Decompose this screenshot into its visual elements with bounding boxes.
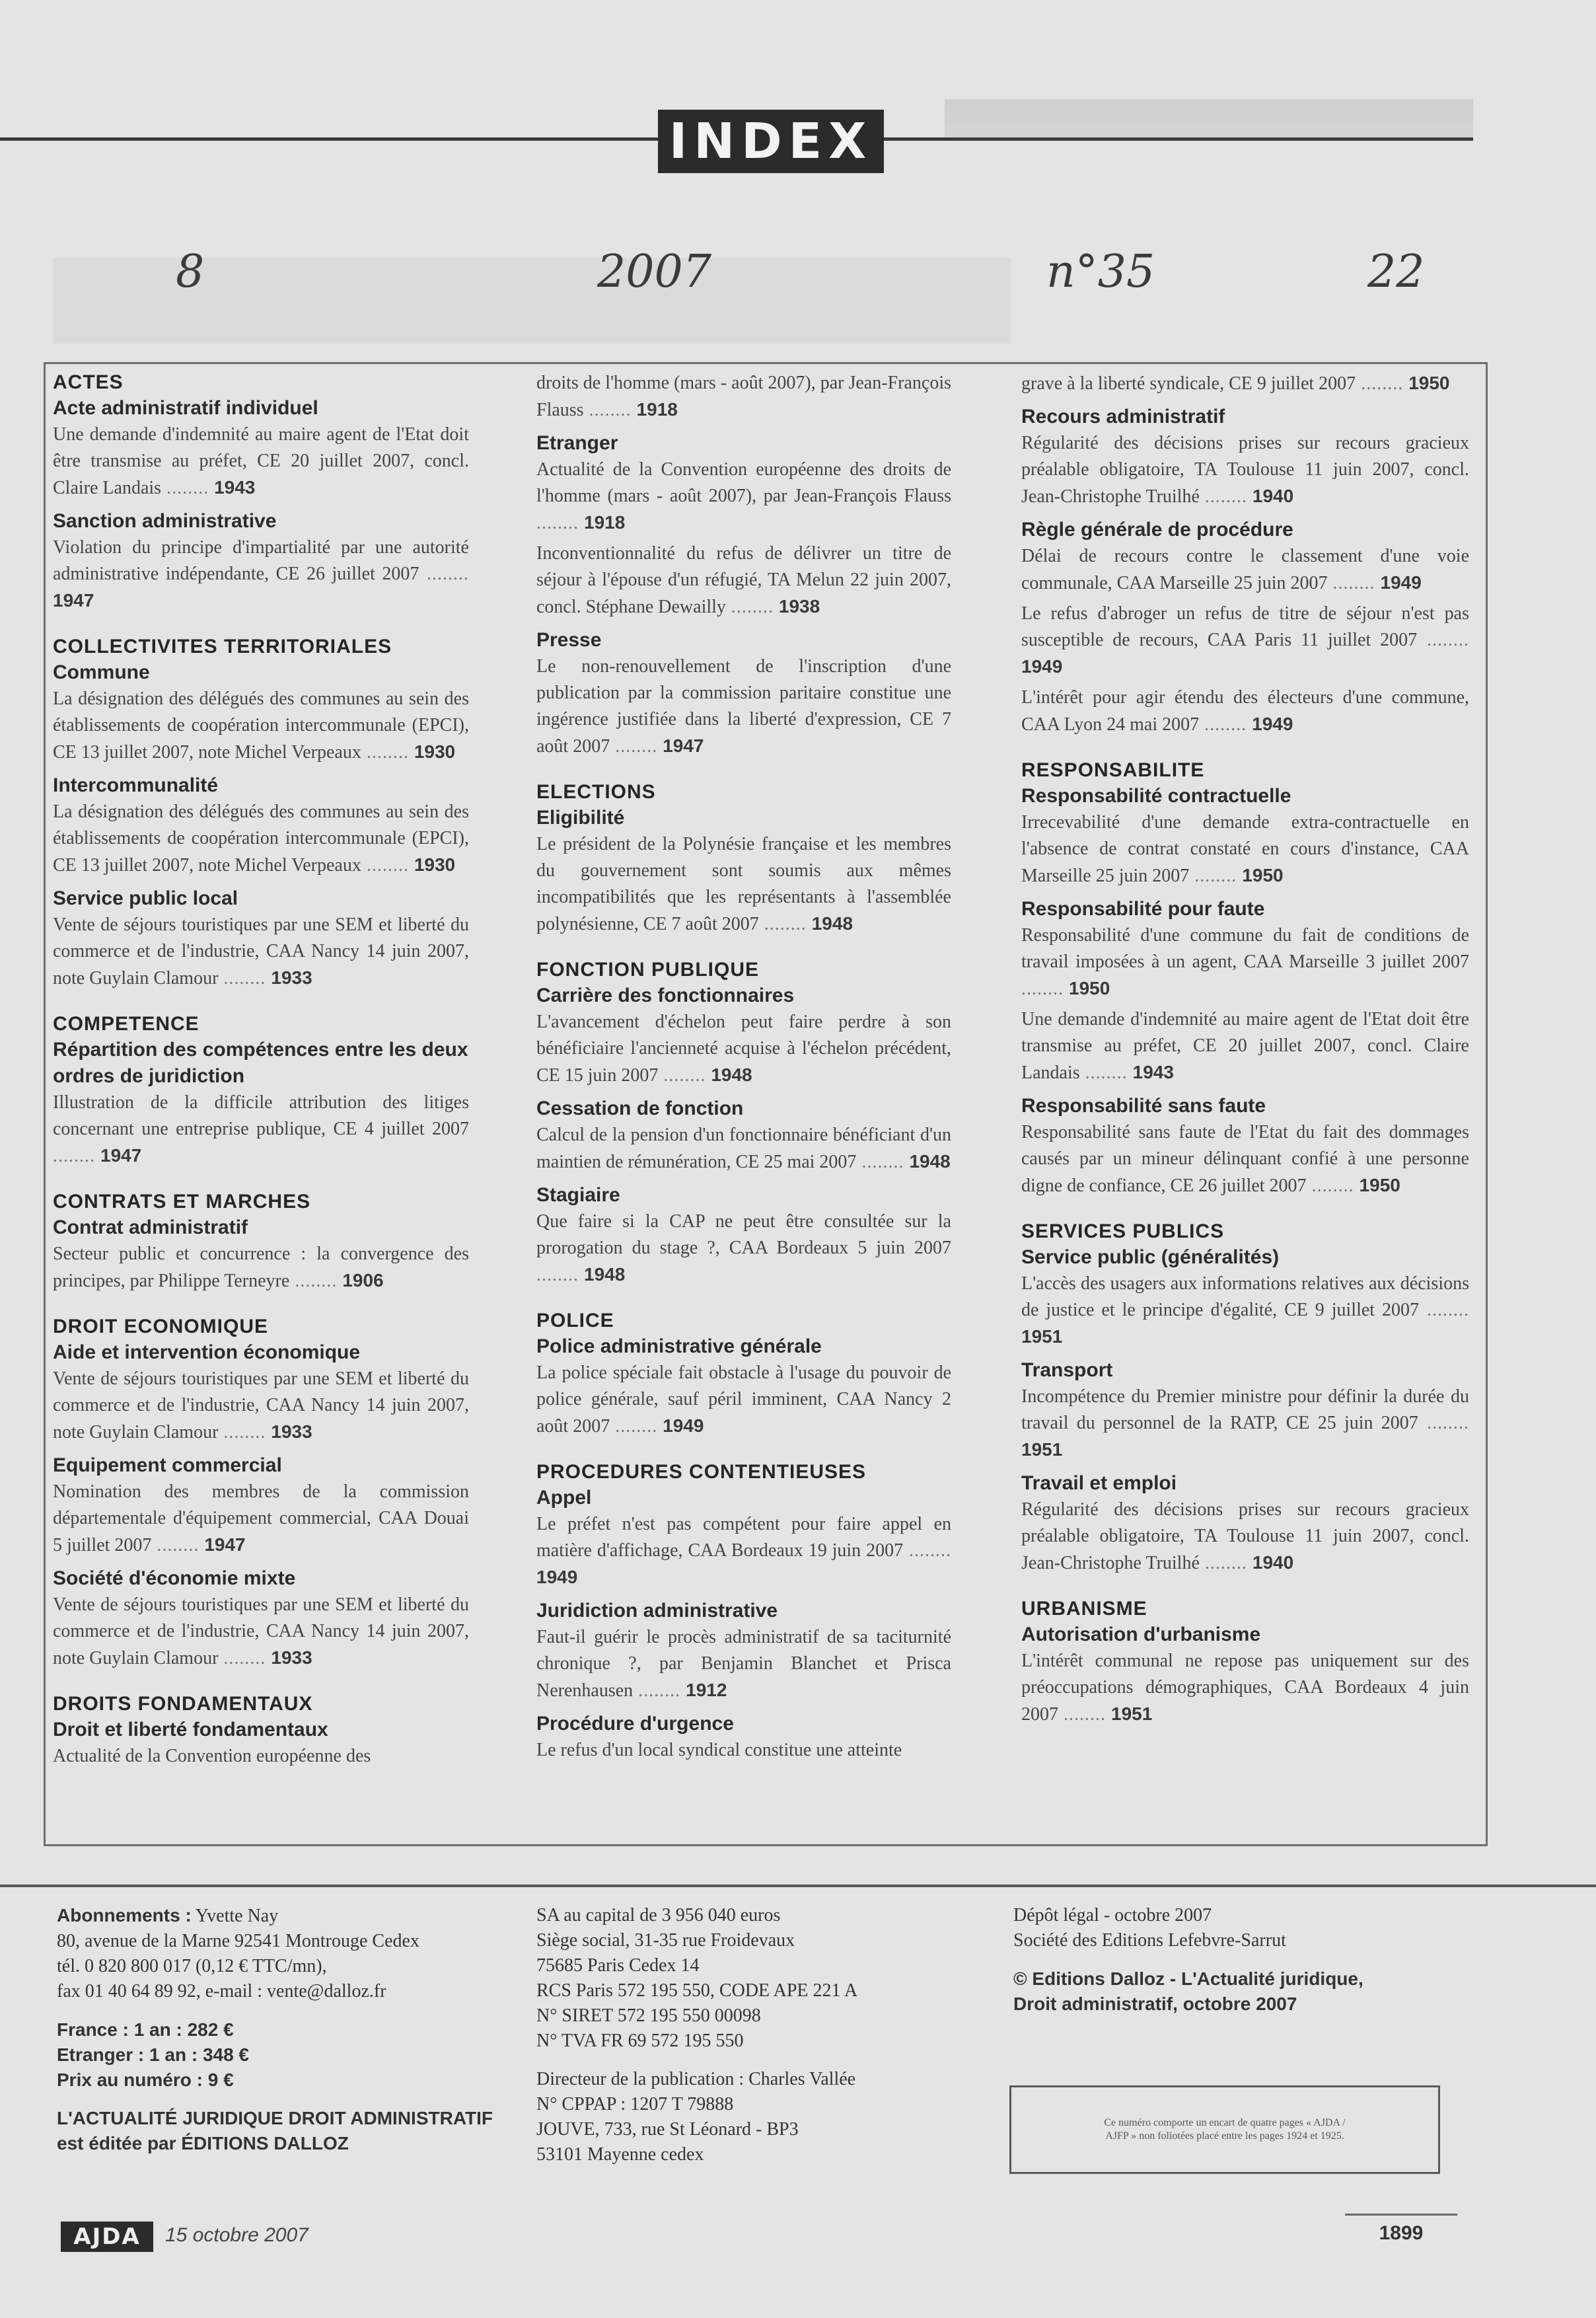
legal-line: Société des Editions Lefebvre-Sarrut: [1013, 1930, 1286, 1951]
subcategory-heading: Société d'économie mixte: [53, 1567, 296, 1589]
subcategory-heading: Etranger: [536, 432, 618, 454]
page-ref: 1951: [1111, 1703, 1153, 1724]
index-entry: Actualité de la Convention européenne des droits de l'homme (mars - août 2007), par Jean-François Flauss ........ 1918: [536, 459, 951, 533]
insert-note: Ce numéro comporte un encart de quatre pages « AJDA / AJFP » non foliotées placé entre les pages 1924 et 1925.: [1104, 2117, 1346, 2142]
index-entry: Inconventionnalité du refus de délivrer un titre de séjour à l'épouse d'un réfugié, TA Melun 22 juin 2007, concl. Stéphane Dewailly ........ 1938: [536, 543, 951, 617]
subcategory-heading: Stagiaire: [536, 1184, 620, 1206]
page-ref: 1948: [711, 1065, 752, 1085]
index-entry: Que faire si la CAP ne peut être consultée sur la prorogation du stage ?, CAA Bordeaux 5 juin 2007 ........ 1948: [536, 1211, 951, 1285]
index-entry: Une demande d'indemnité au maire agent de l'Etat doit être transmise au préfet, CE 20 juillet 2007, concl. Claire Landais ........ 1943: [53, 424, 469, 498]
page-ref: 1918: [584, 512, 626, 533]
page-ref: 1947: [663, 735, 704, 756]
category-heading: COMPETENCE: [53, 1013, 200, 1035]
footer-rule: [0, 1885, 1596, 1887]
index-entry: Actualité de la Convention européenne des: [53, 1746, 371, 1766]
index-entry: Vente de séjours touristiques par une SEM et liberté du commerce et de l'industrie, CAA Nancy 14 juin 2007, note Guylain Clamour ........ 1933: [53, 1594, 469, 1668]
page-ref: 1933: [271, 1421, 312, 1442]
category-heading: URBANISME: [1021, 1598, 1147, 1620]
copyright-line: Droit administratif, octobre 2007: [1013, 1994, 1297, 2014]
subcategory-heading: Cessation de fonction: [536, 1098, 744, 1119]
subcategory-heading: Appel: [536, 1487, 592, 1509]
subcategory-heading: Contrat administratif: [53, 1216, 248, 1238]
subcategory-heading: Eligibilité: [536, 807, 625, 829]
page-ref: 1948: [584, 1264, 626, 1285]
insert-note-box: [1009, 2085, 1440, 2174]
index-entry: Régularité des décisions prises sur recours gracieux préalable obligatoire, TA Toulouse 11 juin 2007, concl. Jean-Christophe Truilhé ........ 1940: [1021, 1499, 1469, 1573]
index-entry: Vente de séjours touristiques par une SEM et liberté du commerce et de l'industrie, CAA Nancy 14 juin 2007, note Guylain Clamour ........ 1933: [53, 915, 469, 989]
subscription-label: Abonnements :: [57, 1905, 192, 1925]
page-ref: 1947: [53, 590, 94, 611]
index-entry: droits de l'homme (mars - août 2007), par Jean-François Flauss ........ 1918: [536, 373, 951, 420]
subcategory-heading: Presse: [536, 629, 602, 651]
index-title: INDEX: [658, 110, 884, 173]
index-entry: L'intérêt pour agir étendu des électeurs d'une commune, CAA Lyon 24 mai 2007 ........ 1949: [1021, 687, 1469, 735]
handwritten-note: 2007: [597, 246, 712, 298]
publisher-line: est éditée par ÉDITIONS DALLOZ: [57, 2133, 349, 2153]
subcategory-heading: Service public local: [53, 887, 238, 909]
company-info: [536, 1903, 959, 2167]
index-entry: Une demande d'indemnité au maire agent de l'Etat doit être transmise au préfet, CE 20 juillet 2007, concl. Claire Landais ........ 1943: [1021, 1009, 1469, 1083]
index-entry: L'intérêt communal ne repose pas uniquement sur des préoccupations démographiques, CAA Bordeaux 4 juin 2007 ........ 1951: [1021, 1651, 1469, 1725]
subcategory-heading: Acte administratif individuel: [53, 397, 318, 419]
handwritten-note: 8: [176, 246, 205, 298]
price-france: France : 1 an : 282 €: [57, 2019, 234, 2040]
category-heading: RESPONSABILITE: [1021, 759, 1205, 781]
phone-line: tél. 0 820 800 017 (0,12 € TTC/mn),: [57, 1956, 327, 1976]
subscription-info: [57, 1903, 519, 2156]
category-heading: ELECTIONS: [536, 781, 656, 803]
index-entry: La police spéciale fait obstacle à l'usage du pouvoir de police générale, sauf péril imminent, CAA Nancy 2 août 2007 ........ 1949: [536, 1363, 951, 1437]
index-entry: Incompétence du Premier ministre pour définir la durée du travail du personnel de la RATP, CE 25 juin 2007 ........ 1951: [1021, 1386, 1469, 1460]
page-ref: 1951: [1021, 1326, 1063, 1347]
subcategory-heading: Aide et intervention économique: [53, 1341, 361, 1363]
subcategory-heading: Droit et liberté fondamentaux: [53, 1719, 328, 1740]
subcategory-heading: Travail et emploi: [1021, 1472, 1177, 1494]
subcategory-heading: Responsabilité pour faute: [1021, 898, 1265, 920]
price-etranger: Etranger : 1 an : 348 €: [57, 2044, 250, 2065]
page-ref: 1949: [1252, 714, 1293, 734]
page-ref: 1933: [271, 967, 312, 988]
index-entry: Le refus d'abroger un refus de titre de séjour n'est pas susceptible de recours, CAA Paris 11 juillet 2007 ........ 1949: [1021, 603, 1470, 677]
category-heading: PROCEDURES CONTENTIEUSES: [536, 1461, 867, 1483]
category-heading: DROIT ECONOMIQUE: [53, 1316, 269, 1337]
index-entry: Le préfet n'est pas compétent pour faire appel en matière d'affichage, CAA Bordeaux 19 juin 2007 ........ 1949: [536, 1514, 952, 1587]
legal-info: [1013, 1903, 1449, 2017]
subcategory-heading: Transport: [1021, 1359, 1113, 1381]
page-ref: 1947: [100, 1145, 142, 1166]
page-ref: 1940: [1252, 486, 1294, 506]
bleed-through-band: [945, 99, 1473, 139]
index-entry: L'avancement d'échelon peut faire perdre à son bénéficiaire l'ancienneté acquise à l'échelon précédent, CE 15 juin 2007 ........ 1948: [536, 1012, 951, 1086]
page-ref: 1949: [536, 1567, 578, 1587]
legal-line: Dépôt légal - octobre 2007: [1013, 1905, 1212, 1925]
index-column-2: [536, 370, 951, 1768]
subcategory-heading: Sanction administrative: [53, 510, 277, 532]
index-entry: Violation du principe d'impartialité par une autorité administrative indépendante, CE 26 juillet 2007 ........ 1947: [53, 537, 469, 611]
subcategory-heading: Service public (généralités): [1021, 1246, 1280, 1268]
page-ref: 1949: [663, 1415, 704, 1436]
company-line: N° TVA FR 69 572 195 550: [536, 2031, 744, 2051]
category-heading: FONCTION PUBLIQUE: [536, 959, 759, 981]
index-column-3: [1021, 370, 1469, 1732]
index-entry: Secteur public et concurrence : la convergence des principes, par Philippe Terneyre ........ 1906: [53, 1244, 469, 1291]
page-ref: 1930: [414, 854, 456, 875]
page-ref: 1948: [909, 1151, 951, 1172]
index-entry: Responsabilité d'une commune du fait de conditions de travail imposées à un agent, CAA Marseille 3 juillet 2007 ........ 1950: [1021, 925, 1469, 999]
category-heading: DROITS FONDAMENTAUX: [53, 1693, 313, 1715]
page-ref: 1948: [811, 913, 853, 934]
index-entry: Nomination des membres de la commission départementale d'équipement commercial, CAA Douai 5 juillet 2007 ........ 1947: [53, 1481, 469, 1555]
index-entry: Illustration de la difficile attribution des litiges concernant une entreprise publique, CE 4 juillet 2007 ........ 1947: [53, 1092, 469, 1166]
page-number: 1899: [1345, 2214, 1457, 2245]
index-entry: L'accès des usagers aux informations relatives aux décisions de justice et le principe d'égalité, CE 9 juillet 2007 ........ 1951: [1021, 1273, 1470, 1347]
subcategory-heading: Procédure d'urgence: [536, 1713, 734, 1735]
address-line: 80, avenue de la Marne 92541 Montrouge Cedex: [57, 1931, 419, 1951]
index-entry: Régularité des décisions prises sur recours gracieux préalable obligatoire, TA Toulouse 11 juin 2007, concl. Jean-Christophe Truilhé ........ 1940: [1021, 433, 1469, 507]
index-column-1: [53, 370, 469, 1774]
page-ref: 1950: [1242, 865, 1284, 885]
subcategory-heading: Intercommunalité: [53, 774, 219, 796]
director-line: 53101 Mayenne cedex: [536, 2144, 704, 2165]
page-ref: 1940: [1252, 1552, 1294, 1573]
subcategory-heading: Répartition des compétences entre les deux ordres de juridiction: [53, 1039, 468, 1087]
subcategory-heading: Equipement commercial: [53, 1454, 282, 1476]
index-entry: La désignation des délégués des communes au sein des établissements de coopération intercommunale (EPCI), CE 13 juillet 2007, note Michel Verpeaux ........ 1930: [53, 689, 469, 763]
index-entry: La désignation des délégués des communes au sein des établissements de coopération intercommunale (EPCI), CE 13 juillet 2007, note Michel Verpeaux ........ 1930: [53, 802, 469, 876]
page-ref: 1950: [1069, 978, 1110, 998]
index-entry: Calcul de la pension d'un fonctionnaire bénéficiant d'un maintien de rémunération, CE 25 mai 2007 ........ 1948: [536, 1125, 951, 1172]
page-ref: 1938: [778, 596, 820, 617]
company-line: SA au capital de 3 956 040 euros: [536, 1905, 781, 1925]
page-ref: 1912: [686, 1680, 727, 1700]
company-line: RCS Paris 572 195 550, CODE APE 221 A: [536, 1980, 858, 2001]
category-heading: POLICE: [536, 1310, 614, 1331]
page-ref: 1949: [1380, 572, 1422, 593]
company-line: Siège social, 31-35 rue Froidevaux: [536, 1930, 795, 1951]
subcategory-heading: Juridiction administrative: [536, 1600, 778, 1622]
index-entry: Vente de séjours touristiques par une SEM et liberté du commerce et de l'industrie, CAA Nancy 14 juin 2007, note Guylain Clamour ........ 1933: [53, 1368, 469, 1442]
subscription-contact: Yvette Nay: [195, 1906, 279, 1926]
page-ref: 1951: [1021, 1439, 1063, 1460]
page-ref: 1949: [1021, 656, 1063, 677]
page-ref: 1950: [1408, 373, 1450, 393]
issue-date: 15 octobre 2007: [165, 2224, 308, 2246]
director-line: JOUVE, 733, rue St Léonard - BP3: [536, 2119, 799, 2140]
copyright-line: © Editions Dalloz - L'Actualité juridique,: [1013, 1968, 1363, 1989]
index-entry: Le président de la Polynésie française et les membres du gouvernement sont soumis aux mêmes incompatibilités que les représentants à l'assemblée polynésienne, CE 7 août 2007 ........ 1948: [536, 834, 951, 934]
category-heading: CONTRATS ET MARCHES: [53, 1191, 311, 1213]
subcategory-heading: Autorisation d'urbanisme: [1021, 1624, 1261, 1645]
category-heading: SERVICES PUBLICS: [1021, 1220, 1225, 1242]
ajda-logo: AJDA: [61, 2222, 153, 2252]
index-entry: Faut-il guérir le procès administratif de sa taciturnité chronique ?, par Benjamin Blanchet et Prisca Nerenhausen ........ 1912: [536, 1627, 951, 1701]
subcategory-heading: Carrière des fonctionnaires: [536, 985, 795, 1006]
handwritten-note: n°35: [1046, 246, 1155, 298]
subcategory-heading: Responsabilité contractuelle: [1021, 785, 1291, 807]
subcategory-heading: Recours administratif: [1021, 406, 1225, 428]
subcategory-heading: Règle générale de procédure: [1021, 519, 1293, 541]
category-heading: COLLECTIVITES TERRITORIALES: [53, 636, 392, 657]
index-entry: Délai de recours contre le classement d'une voie communale, CAA Marseille 25 juin 2007 ........ 1949: [1021, 546, 1469, 593]
company-line: N° SIRET 572 195 550 00098: [536, 2005, 761, 2026]
publisher-line: L'ACTUALITÉ JURIDIQUE DROIT ADMINISTRATIF: [57, 2108, 493, 2128]
director-line: N° CPPAP : 1207 T 79888: [536, 2094, 734, 2114]
page-ref: 1918: [636, 399, 678, 420]
fax-email-line: fax 01 40 64 89 92, e-mail : vente@dalloz.fr: [57, 1981, 386, 2001]
subcategory-heading: Responsabilité sans faute: [1021, 1095, 1266, 1117]
page-ref: 1950: [1359, 1175, 1400, 1195]
index-entry: Irrecevabilité d'une demande extra-contractuelle en l'absence de contrat constaté en cours d'instance, CAA Marseille 25 juin 2007 ........ 1950: [1021, 812, 1469, 886]
company-line: 75685 Paris Cedex 14: [536, 1955, 700, 1976]
category-heading: ACTES: [53, 371, 124, 393]
page-ref: 1933: [271, 1647, 312, 1668]
page-ref: 1906: [342, 1270, 384, 1290]
page-ref: 1930: [414, 741, 456, 762]
director-line: Directeur de la publication : Charles Vallée: [536, 2069, 856, 2089]
page-ref: 1947: [204, 1534, 246, 1555]
subcategory-heading: Police administrative générale: [536, 1335, 822, 1357]
index-entry: Responsabilité sans faute de l'Etat du fait des dommages causés par un mineur délinquant confié à une personne digne de confiance, CE 26 juillet 2007 ........ 1950: [1021, 1122, 1469, 1196]
price-issue: Prix au numéro : 9 €: [57, 2070, 234, 2090]
index-entry: Le refus d'un local syndical constitue une atteinte: [536, 1740, 902, 1760]
handwritten-note: 22: [1367, 246, 1425, 298]
index-entry: Le non-renouvellement de l'inscription d'une publication par la commission paritaire constitue une ingérence justifiée dans la liberté d'expression, CE 7 août 2007 ........ 1947: [536, 656, 951, 757]
subcategory-heading: Commune: [53, 661, 150, 683]
page-ref: 1943: [214, 477, 256, 498]
index-entry: grave à la liberté syndicale, CE 9 juillet 2007 ........ 1950: [1021, 373, 1450, 394]
page-ref: 1943: [1132, 1062, 1174, 1082]
